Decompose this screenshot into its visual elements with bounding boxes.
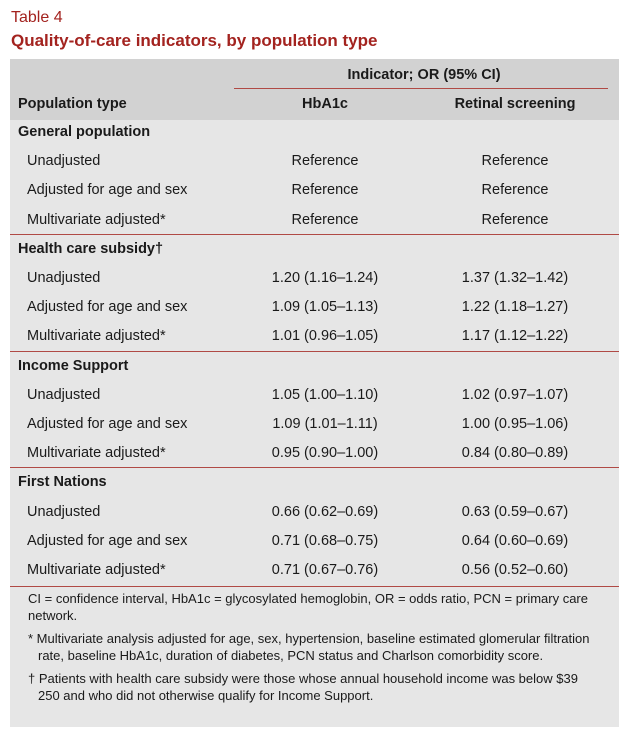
table-bottom-rule <box>10 586 619 587</box>
row-label: Multivariate adjusted* <box>27 211 166 228</box>
section-divider <box>10 351 619 352</box>
cell-hba1c: Reference <box>291 211 359 228</box>
cell-hba1c: 0.71 (0.68–0.75) <box>271 532 379 549</box>
row-label: Unadjusted <box>27 386 101 403</box>
section-heading: Health care subsidy† <box>18 240 164 257</box>
cell-retinal: Reference <box>481 182 549 199</box>
indicator-group-header: Indicator; OR (95% CI) <box>347 67 501 83</box>
section-divider <box>10 234 619 235</box>
col-header-population: Population type <box>18 96 127 112</box>
footnote-multivariate: * Multivariate analysis adjusted for age, sex, hypertension, baseline estimated glomerular filtration rate, baseline HbA1c, duration of diabetes, PCN status and Charlson comorbidity score. <box>28 631 590 663</box>
row-label: Multivariate adjusted* <box>27 328 166 345</box>
row-label: Unadjusted <box>27 270 101 286</box>
cell-hba1c: 0.71 (0.67–0.76) <box>271 562 379 578</box>
cell-retinal: Reference <box>481 211 549 228</box>
section-heading: Income Support <box>18 357 129 374</box>
table-panel <box>10 59 619 727</box>
cell-hba1c: 1.09 (1.01–1.11) <box>272 416 378 432</box>
footnotes <box>28 590 603 704</box>
table-label: Table 4 <box>11 9 63 26</box>
col-header-hba1c: HbA1c <box>302 96 348 112</box>
cell-hba1c: 0.66 (0.62–0.69) <box>271 503 379 520</box>
cell-retinal: 0.63 (0.59–0.67) <box>461 503 569 520</box>
cell-retinal: 1.22 (1.18–1.27) <box>461 299 569 316</box>
cell-retinal: 0.84 (0.80–0.89) <box>461 445 569 462</box>
cell-hba1c: 1.09 (1.05–1.13) <box>271 299 379 316</box>
cell-retinal: 0.64 (0.60–0.69) <box>461 532 569 549</box>
cell-retinal: 1.02 (0.97–1.07) <box>461 386 569 403</box>
row-label: Multivariate adjusted* <box>27 562 166 578</box>
row-label: Adjusted for age and sex <box>27 299 188 316</box>
section-heading: General population <box>18 124 151 140</box>
cell-hba1c: 1.01 (0.96–1.05) <box>271 328 379 345</box>
cell-retinal: 0.56 (0.52–0.60) <box>461 562 569 578</box>
cell-hba1c: Reference <box>291 182 359 199</box>
footnote-subsidy: † Patients with health care subsidy were those whose annual household income was below $39 250 and who did not otherwise qualify for Income Support. <box>28 671 578 703</box>
cell-retinal: 1.00 (0.95–1.06) <box>461 416 569 432</box>
row-label: Multivariate adjusted* <box>27 445 166 462</box>
group-header-rule <box>234 88 608 89</box>
cell-hba1c: 1.20 (1.16–1.24) <box>271 270 379 286</box>
row-label: Adjusted for age and sex <box>27 532 188 549</box>
section-divider <box>10 467 619 468</box>
cell-hba1c: 1.05 (1.00–1.10) <box>271 386 379 403</box>
footnote-abbreviations: CI = confidence interval, HbA1c = glycosylated hemoglobin, OR = odds ratio, PCN = primary care network. <box>28 591 588 623</box>
row-label: Unadjusted <box>27 153 101 170</box>
cell-retinal: Reference <box>481 153 549 170</box>
cell-retinal: 1.37 (1.32–1.42) <box>461 270 569 286</box>
section-heading: First Nations <box>18 474 107 491</box>
cell-retinal: 1.17 (1.12–1.22) <box>461 328 569 345</box>
table-title: Quality-of-care indicators, by population type <box>11 31 378 50</box>
cell-hba1c: 0.95 (0.90–1.00) <box>271 445 379 462</box>
row-label: Adjusted for age and sex <box>27 182 188 199</box>
row-label: Unadjusted <box>27 503 101 520</box>
row-label: Adjusted for age and sex <box>27 416 188 432</box>
col-header-retinal: Retinal screening <box>454 96 576 112</box>
cell-hba1c: Reference <box>291 153 359 170</box>
